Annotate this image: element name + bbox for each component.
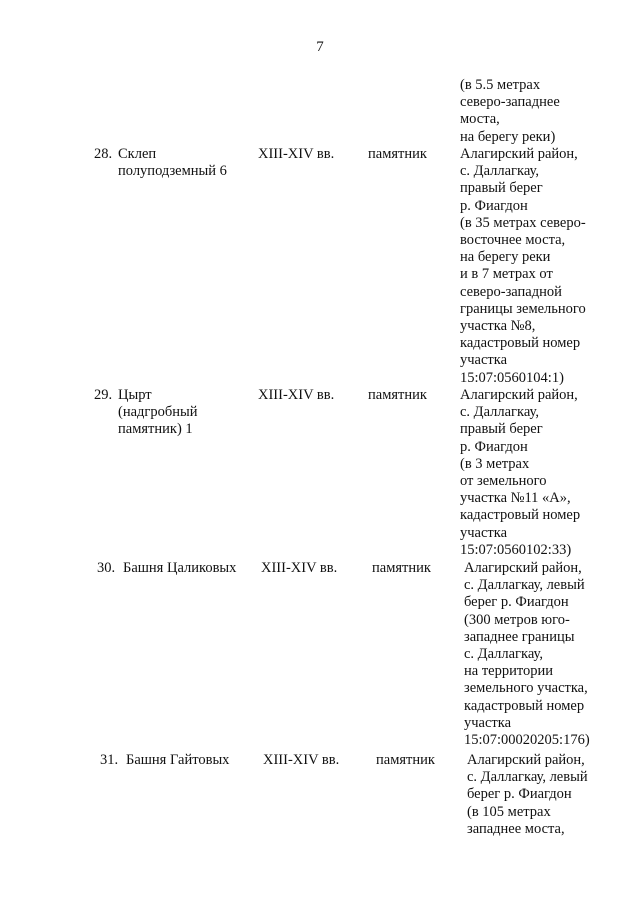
object-category: памятник — [372, 560, 431, 576]
continued-location-cell — [460, 77, 630, 146]
object-location: Алагирский район, с. Даллагкау, левый берег р. Фиагдон (300 метров юго- западнее границы с. Даллагкау, на территории земельного участка, кадастровый номер участка 15:07:00020205:176) — [464, 560, 590, 749]
object-name: Башня Гайтовых — [126, 752, 230, 768]
object-location: Алагирский район, с. Даллагкау, левый берег р. Фиагдон (в 105 метрах западнее моста, — [467, 752, 588, 837]
row-number: 28. — [94, 146, 113, 162]
object-category: памятник — [368, 146, 427, 162]
object-category: памятник — [368, 387, 427, 403]
object-location: Алагирский район, с. Даллагкау, правый берег р. Фиагдон (в 3 метрах от земельного участка №11 «А», кадастровый номер участка 15:07:0560102:33) — [460, 387, 581, 558]
object-period: XIII-XIV вв. — [258, 146, 335, 162]
location-line: на берегу реки) — [460, 128, 556, 145]
object-period: XIII-XIV вв. — [261, 560, 338, 576]
object-name: Цырт (надгробный памятник) 1 — [118, 387, 198, 438]
location-line: северо-западнее — [460, 94, 560, 111]
object-period: XIII-XIV вв. — [263, 752, 340, 768]
object-location: Алагирский район, с. Даллагкау, правый берег р. Фиагдон (в 35 метрах северо- восточнее моста, на берегу реки и в 7 метрах от северо-западной границы земельного участка №8, кадастровый номер участка 15:07:0560104:1) — [460, 146, 586, 386]
row-number: 31. — [100, 752, 119, 768]
object-period: XIII-XIV вв. — [258, 387, 335, 403]
row-number: 30. — [97, 560, 116, 576]
object-category: памятник — [376, 752, 435, 768]
location-line: моста, — [460, 111, 500, 128]
location-line: (в 5.5 метрах — [460, 77, 541, 93]
object-name: Склеп полуподземный 6 — [118, 146, 227, 180]
object-name: Башня Цаликовых — [123, 560, 237, 576]
page-number: 7 — [316, 39, 324, 55]
row-number: 29. — [94, 387, 113, 403]
